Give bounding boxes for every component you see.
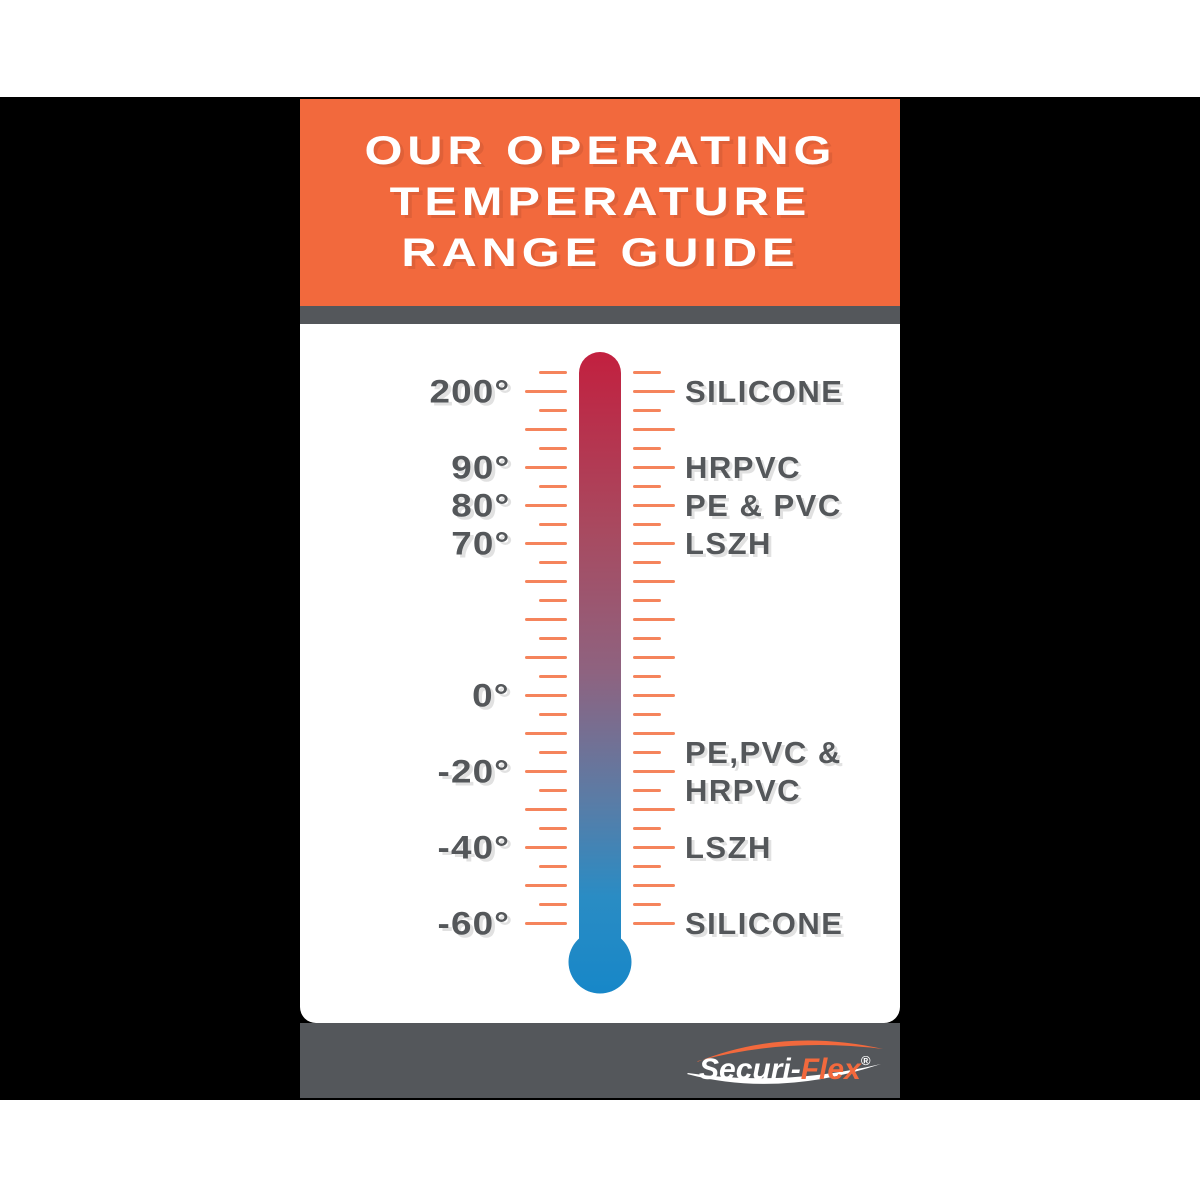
material-label-line: PE & PVC — [685, 488, 842, 523]
temperature-label: -40° — [437, 829, 510, 866]
material-label — [685, 734, 842, 810]
page-title — [364, 126, 836, 279]
header-banner — [300, 99, 900, 306]
material-label — [685, 449, 801, 487]
title-line-2: TEMPERATURE — [389, 180, 811, 224]
material-label-line: HRPVC — [685, 773, 802, 808]
labels-layer — [300, 324, 900, 1023]
material-label — [685, 905, 843, 943]
footer-bar — [300, 1023, 900, 1098]
material-label-line: PE,PVC & — [685, 735, 842, 770]
temperature-label: 90° — [450, 449, 510, 486]
temperature-label: -60° — [437, 905, 510, 942]
temperature-label: 0° — [472, 677, 510, 714]
title-line-1: OUR OPERATING — [364, 129, 836, 173]
material-label — [685, 373, 843, 411]
divider-strip — [300, 306, 900, 324]
material-label — [685, 487, 842, 525]
material-label-line: HRPVC — [685, 450, 802, 485]
temperature-label: 80° — [450, 487, 510, 524]
brand-part2: Flex — [800, 1053, 861, 1086]
brand-logo — [683, 1036, 895, 1094]
material-label-line: SILICONE — [685, 374, 844, 409]
content-column — [300, 99, 900, 1098]
material-label-line: LSZH — [685, 526, 772, 561]
material-label — [685, 525, 772, 563]
brand-text — [699, 1053, 871, 1086]
thermometer-card — [300, 324, 900, 1023]
temperature-label: -20° — [437, 753, 510, 790]
temperature-label: 200° — [429, 373, 510, 410]
title-line-3: RANGE GUIDE — [400, 231, 799, 275]
material-label — [685, 829, 772, 867]
material-label-line: SILICONE — [685, 906, 844, 941]
registered-mark: ® — [860, 1053, 871, 1068]
temperature-label: 70° — [450, 525, 510, 562]
material-label-line: LSZH — [685, 830, 772, 865]
brand-part1: Securi- — [699, 1053, 801, 1086]
